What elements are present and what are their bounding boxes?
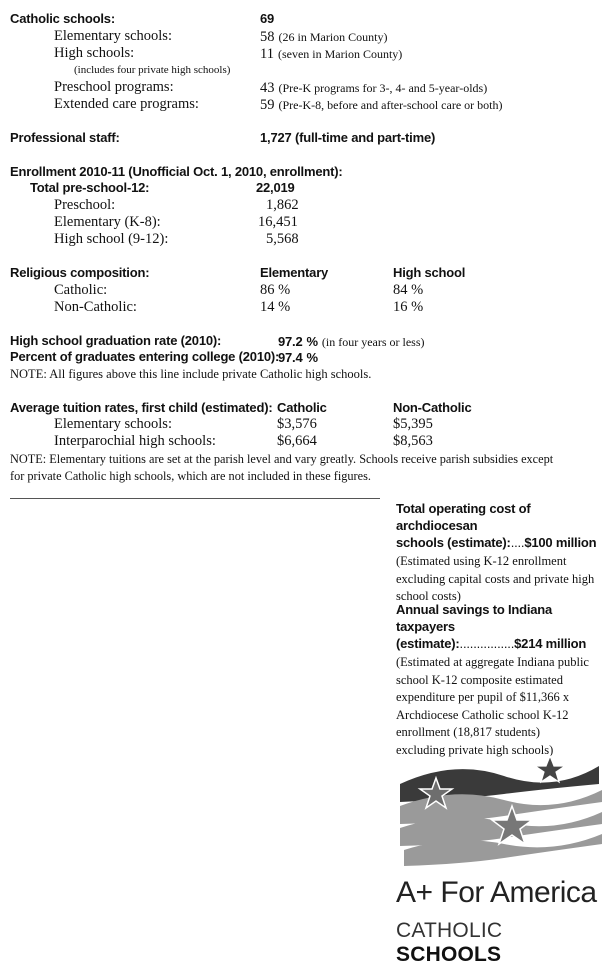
enrollment-high-value: 5,568	[266, 231, 299, 247]
flag-icon	[394, 754, 608, 874]
tuition-title: Average tuition rates, first child (estimated):	[10, 400, 273, 415]
graduation-pct: %	[306, 334, 318, 349]
religion-noncatholic-label: Non-Catholic:	[54, 299, 137, 315]
extended-care-value: 59	[260, 97, 275, 113]
savings-body	[396, 654, 606, 759]
savings-body-line: expenditure per pupil of $11,366 x	[396, 690, 570, 704]
religion-catholic-high: 84 %	[393, 282, 424, 298]
elementary-schools-value-group	[260, 28, 388, 46]
operating-cost-amount: $100 million	[524, 535, 597, 550]
enrollment-total-value: 22,019	[256, 180, 295, 195]
operating-cost-body-line: excluding capital costs and private high	[396, 571, 595, 586]
preschool-programs-value-group	[260, 79, 487, 97]
elementary-schools-value: 58	[260, 29, 275, 45]
tuition-high-catholic: $6,664	[277, 433, 317, 449]
high-schools-value-group	[260, 45, 402, 63]
religion-col-elementary: Elementary	[260, 265, 329, 280]
note-tuition-line2: for private Catholic high schools, which are not included in these figures.	[10, 469, 371, 483]
preschool-programs-label: Preschool programs:	[54, 79, 174, 95]
tuition-col-catholic: Catholic	[277, 400, 327, 415]
a-plus-for-america-logo	[394, 754, 608, 966]
preschool-programs-note: (Pre-K programs for 3-, 4- and 5-year-olds)	[278, 81, 488, 95]
logo-subtitle-schools: SCHOOLS	[396, 943, 502, 966]
enrollment-total-label: Total pre-school-12:	[30, 180, 150, 195]
operating-cost-body	[396, 553, 606, 606]
savings-body-line: Archdiocese Catholic school K-12	[396, 707, 569, 722]
elementary-schools-note: (26 in Marion County)	[278, 30, 388, 44]
tuition-elementary-label: Elementary schools:	[54, 416, 172, 432]
savings-amount: $214 million	[514, 636, 587, 651]
graduation-label: High school graduation rate (2010):	[10, 333, 222, 348]
operating-cost-title-2	[396, 534, 606, 551]
enrollment-preschool-value: 1,862	[266, 197, 299, 213]
graduation-note: (in four years or less)	[321, 335, 425, 349]
college-value-group	[278, 349, 318, 367]
tuition-elementary-catholic: $3,576	[277, 416, 317, 432]
religion-noncatholic-elem: 14 %	[260, 299, 291, 315]
note-figures: NOTE: All figures above this line include private Catholic high schools.	[10, 367, 372, 381]
catholic-schools-value: 69	[260, 11, 275, 26]
religion-col-high: High school	[393, 265, 466, 280]
logo-subtitle	[396, 919, 608, 967]
graduation-value: 97.2	[278, 334, 303, 349]
operating-cost-block	[396, 500, 606, 606]
religion-noncatholic-high: 16 %	[393, 299, 424, 315]
high-schools-note: (seven in Marion County)	[277, 47, 403, 61]
staff-label: Professional staff:	[10, 130, 120, 145]
savings-title-label: (estimate):	[396, 636, 460, 651]
religion-catholic-label: Catholic:	[54, 282, 108, 298]
tuition-high-label: Interparochial high schools:	[54, 433, 216, 449]
star-icon	[535, 756, 565, 782]
savings-dots: ................	[459, 636, 515, 651]
savings-body-line: school K-12 composite estimated	[396, 672, 563, 687]
high-schools-label: High schools:	[54, 45, 135, 61]
savings-body-line: (Estimated at aggregate Indiana public	[396, 655, 589, 669]
savings-title-2	[396, 635, 606, 652]
logo-subtitle-catholic: CATHOLIC	[396, 919, 503, 942]
enrollment-preschool-label: Preschool:	[54, 197, 116, 213]
college-pct: %	[306, 350, 318, 365]
preschool-programs-value: 43	[260, 80, 275, 96]
high-schools-footnote: (includes four private high schools)	[74, 64, 231, 76]
operating-cost-title-label: schools (estimate):	[396, 535, 511, 550]
staff-value: 1,727 (full-time and part-time)	[260, 130, 436, 145]
religion-catholic-elem: 86 %	[260, 282, 291, 298]
savings-body-line: excluding private high schools)	[396, 742, 554, 757]
tuition-elementary-noncatholic: $5,395	[393, 416, 433, 432]
operating-cost-body-line: (Estimated using K-12 enrollment	[396, 554, 567, 568]
enrollment-high-label: High school (9-12):	[54, 231, 169, 247]
elementary-schools-label: Elementary schools:	[54, 28, 172, 44]
savings-block	[396, 601, 606, 759]
extended-care-label: Extended care programs:	[54, 96, 199, 112]
savings-body-line: enrollment (18,817 students)	[396, 725, 541, 739]
operating-cost-dots: ....	[510, 535, 525, 550]
enrollment-title: Enrollment 2010-11 (Unofficial Oct. 1, 2010, enrollment):	[10, 164, 343, 179]
religion-title: Religious composition:	[10, 265, 150, 280]
savings-title-1: Annual savings to Indiana taxpayers	[396, 602, 553, 634]
extended-care-value-group	[260, 96, 503, 114]
tuition-high-noncatholic: $8,563	[393, 433, 433, 449]
catholic-schools-label: Catholic schools:	[10, 11, 115, 26]
college-value: 97.4	[278, 350, 303, 365]
operating-cost-body-line: school costs)	[396, 589, 461, 603]
college-label: Percent of graduates entering college (2010):	[10, 349, 280, 364]
note-tuition-line1: NOTE: Elementary tuitions are set at the parish level and vary greatly. Schools receive parish subsidies except	[10, 452, 554, 466]
enrollment-elementary-label: Elementary (K-8):	[54, 214, 161, 230]
divider-rule	[10, 498, 380, 499]
extended-care-note: (Pre-K-8, before and after-school care or both)	[278, 98, 503, 112]
logo-tagline: A+ For America	[396, 876, 597, 909]
enrollment-elementary-value: 16,451	[258, 214, 298, 230]
tuition-col-noncatholic: Non-Catholic	[393, 400, 472, 415]
high-schools-value: 11	[260, 46, 274, 62]
operating-cost-title-1: Total operating cost of archdiocesan	[396, 501, 531, 533]
